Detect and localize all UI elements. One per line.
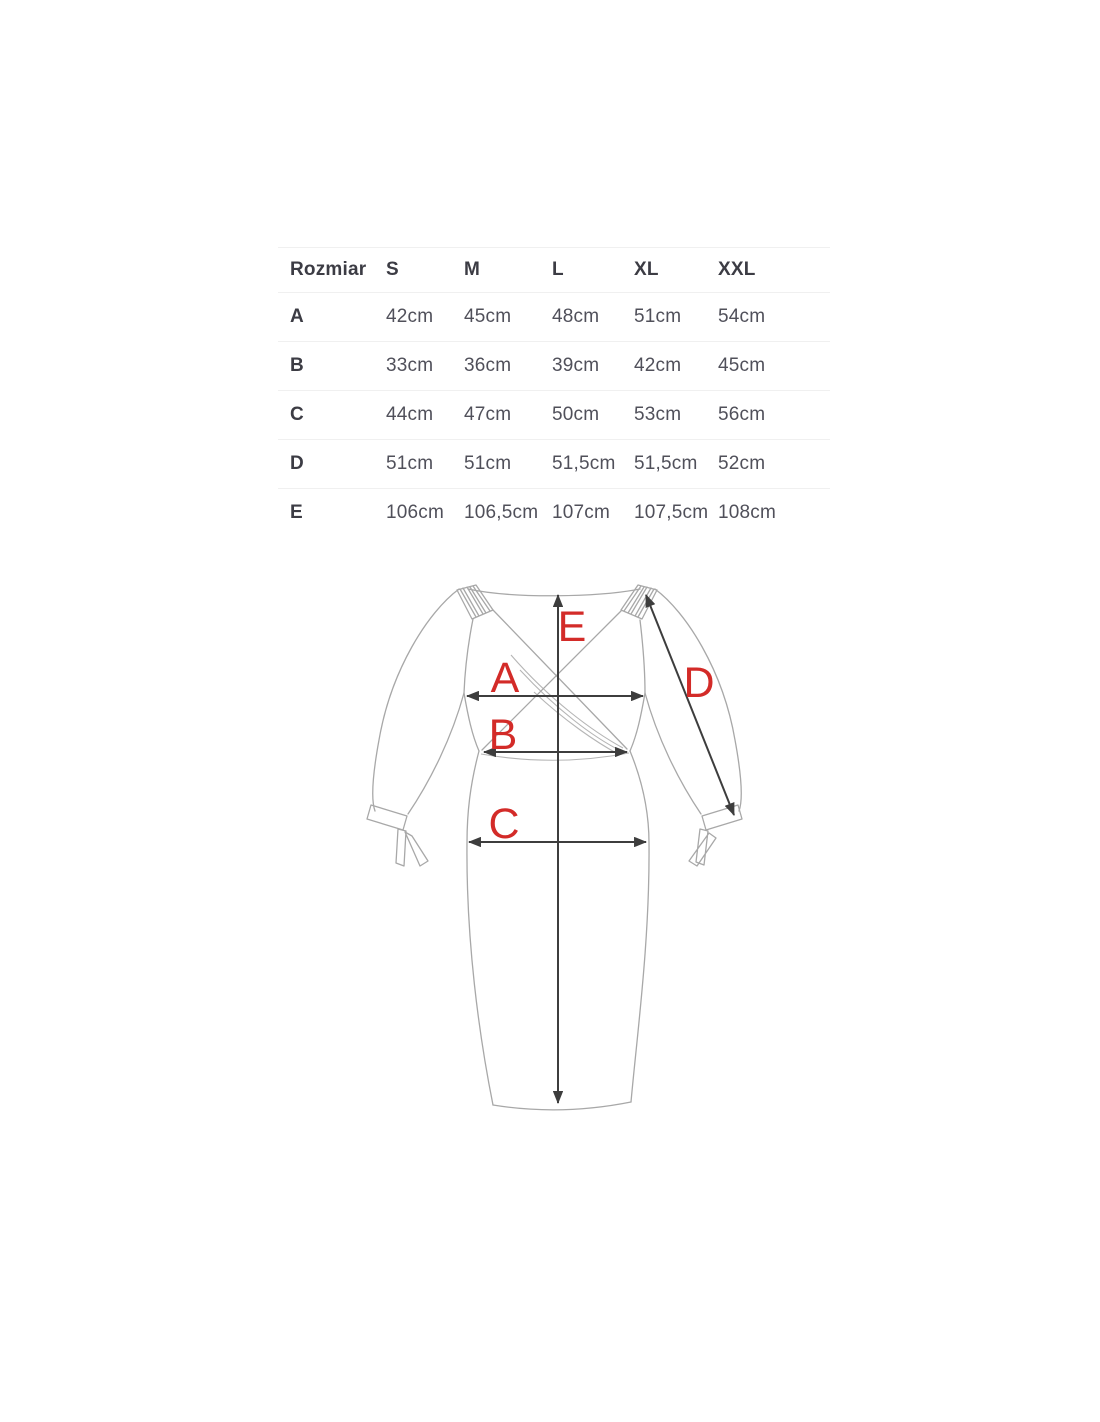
label-e: E	[557, 603, 587, 651]
measurement-value-cell: 107,5cm	[634, 502, 709, 523]
label-d: D	[683, 659, 715, 707]
measurement-row-label: D	[290, 453, 304, 474]
measurement-row-label: E	[290, 502, 303, 523]
measurement-value-cell: 42cm	[634, 355, 682, 376]
measurement-value-cell: 56cm	[718, 404, 766, 425]
measurement-value-cell: 44cm	[386, 404, 434, 425]
right-shoulder-rib-band	[621, 585, 657, 619]
left-sleeve-inner-seam	[408, 619, 473, 814]
measurement-value-cell: 42cm	[386, 306, 434, 327]
column-header-xxl: XXL	[718, 259, 756, 280]
measurement-value-cell: 39cm	[552, 355, 600, 376]
right-cuff-band	[702, 805, 742, 830]
measurement-value-cell: 107cm	[552, 502, 611, 523]
measurement-value-cell: 48cm	[552, 306, 600, 327]
measurement-value-cell: 51cm	[464, 453, 512, 474]
measurement-value-cell: 108cm	[718, 502, 777, 523]
left-cuff-band	[367, 805, 407, 830]
column-header-l: L	[552, 259, 564, 280]
measurement-row-label: A	[290, 306, 304, 327]
column-header-xl: XL	[634, 259, 659, 280]
size-column-header: Rozmiar	[290, 259, 367, 280]
measurement-value-cell: 51,5cm	[552, 453, 616, 474]
right-sleeve-inner-seam	[640, 620, 701, 814]
measurement-value-cell: 51cm	[386, 453, 434, 474]
column-header-m: M	[464, 259, 481, 280]
label-a: A	[490, 654, 520, 702]
column-header-s: S	[386, 259, 399, 280]
measurement-value-cell: 45cm	[718, 355, 766, 376]
measurement-value-cell: 54cm	[718, 306, 766, 327]
measurement-value-cell: 106cm	[386, 502, 445, 523]
measurement-value-cell: 47cm	[464, 404, 512, 425]
measurement-row-label: B	[290, 355, 304, 376]
measurement-value-cell: 50cm	[552, 404, 600, 425]
right-cuff-tie	[689, 829, 716, 866]
measurement-value-cell: 106,5cm	[464, 502, 539, 523]
measurement-value-cell: 36cm	[464, 355, 512, 376]
measurement-value-cell: 45cm	[464, 306, 512, 327]
label-c: C	[488, 800, 520, 848]
measurement-value-cell: 52cm	[718, 453, 766, 474]
measurement-value-cell: 51cm	[634, 306, 682, 327]
left-cuff-tie	[396, 829, 428, 866]
hem-line	[493, 1102, 631, 1110]
label-b: B	[488, 711, 518, 759]
measurement-value-cell: 53cm	[634, 404, 682, 425]
measurement-value-cell: 51,5cm	[634, 453, 698, 474]
measurement-row-label: C	[290, 404, 304, 425]
left-sleeve-outline	[373, 589, 459, 811]
measurement-value-cell: 33cm	[386, 355, 434, 376]
back-neckline-edge	[468, 589, 640, 596]
